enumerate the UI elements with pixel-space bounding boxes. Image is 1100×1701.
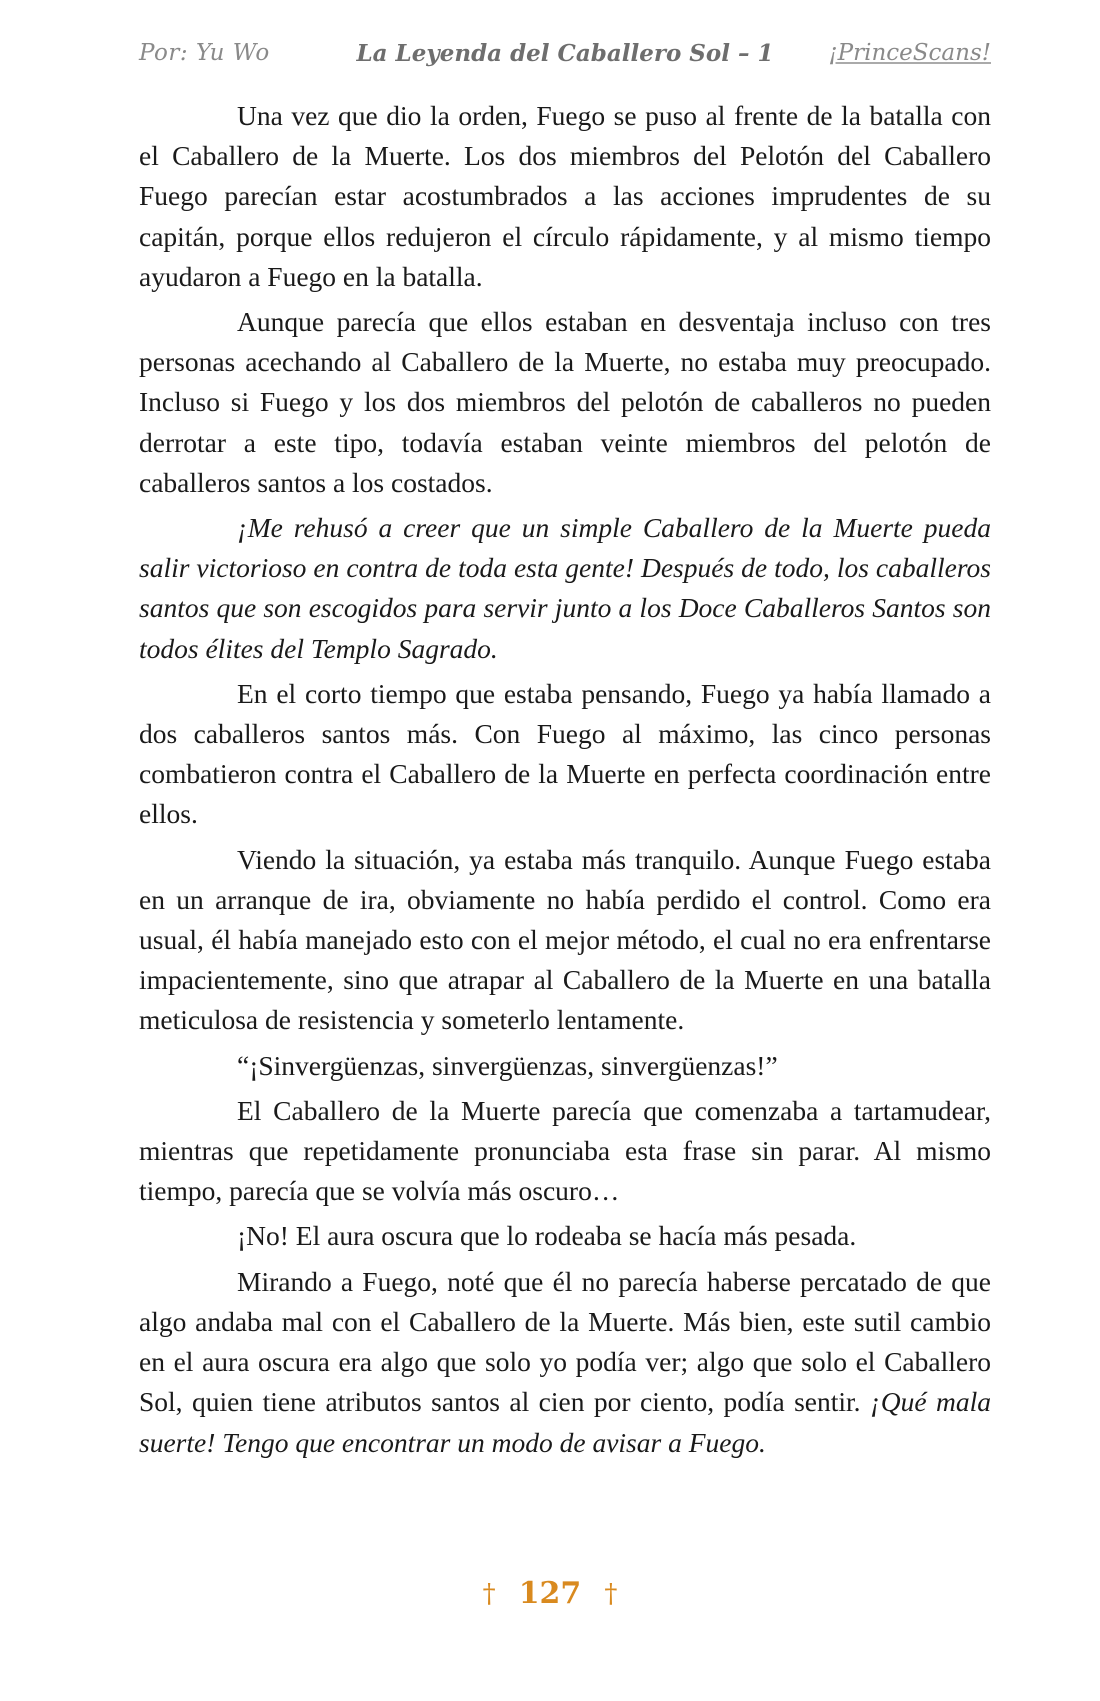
paragraph-3-thought: ¡Me rehusó a creer que un simple Caballero de la Muerte pueda salir victorioso en contra de toda esta gente! Después de todo, los caballeros santos que son escogidos para servir junto a los Doce Caballeros Santos son todos élites del Templo Sagrado. (139, 512, 991, 664)
paragraph-7: El Caballero de la Muerte parecía que comenzaba a tartamudear, mientras que repetidamente pronunciaba esta frase sin parar. Al mismo tiempo, parecía que se volvía más oscuro… (139, 1094, 991, 1207)
header-book-title: La Leyenda del Caballero Sol – 1 (356, 40, 774, 67)
page-number: 127 (518, 1576, 582, 1611)
running-header (139, 40, 991, 76)
paragraph-9-thought: ¡Qué mala suerte! Tengo que encontrar un modo de avisar a Fuego. (139, 1386, 992, 1458)
paragraph-1: Una vez que dio la orden, Fuego se puso al frente de la batalla con el Caballero de la Muerte. Los dos miembros del Pelotón del Caballero Fuego parecían estar acostumbrados a las acciones imprudentes de su capitán, porque ellos redujeron el círculo rápidamente, y al mismo tiempo ayudaron a Fuego en la batalla. (139, 100, 991, 292)
dagger-ornament-right-icon: † (604, 1578, 618, 1609)
paragraph-9 (139, 1262, 991, 1463)
header-scan-group: ¡PrinceScans! (828, 40, 991, 66)
paragraph-2: Aunque parecía que ellos estaban en desventaja incluso con tres personas acechando al Caballero de la Muerte, no estaba muy preocupado. Incluso si Fuego y los dos miembros del pelotón de caballeros no pueden derrotar a este tipo, todavía estaban veinte miembros del pelotón de caballeros santos a los costados. (139, 306, 991, 498)
paragraph-5: Viendo la situación, ya estaba más tranquilo. Aunque Fuego estaba en un arranque de ira, obviamente no había perdido el control. Como era usual, él había manejado esto con el mejor método, el cual no era enfrentarse impacientemente, sino que atrapar al Caballero de la Muerte en una batalla meticulosa de resistencia y someterlo lentamente. (139, 843, 991, 1036)
page-body (139, 96, 991, 1468)
header-author: Por: Yu Wo (139, 40, 270, 66)
paragraph-4: En el corto tiempo que estaba pensando, Fuego ya había llamado a dos caballeros santos más. Con Fuego al máximo, las cinco personas combatieron contra el Caballero de la Muerte en perfecta coordinación entre ellos. (139, 677, 991, 830)
dagger-ornament-left-icon: † (482, 1578, 496, 1609)
page-footer (0, 1576, 1100, 1611)
paragraph-9-text: Mirando a Fuego, noté que él no parecía haberse percatado de que algo andaba mal con el Caballero de la Muerte. Más bien, este sutil cambio en el aura oscura era algo que solo yo podía ver; algo que solo el Caballero Sol, quien tiene atributos santos al cien por ciento, podía sentir. (139, 1265, 991, 1418)
paragraph-8: ¡No! El aura oscura que lo rodeaba se hacía más pesada. (237, 1220, 857, 1252)
paragraph-6-dialogue: “¡Sinvergüenzas, sinvergüenzas, sinvergüenzas!” (237, 1049, 778, 1081)
